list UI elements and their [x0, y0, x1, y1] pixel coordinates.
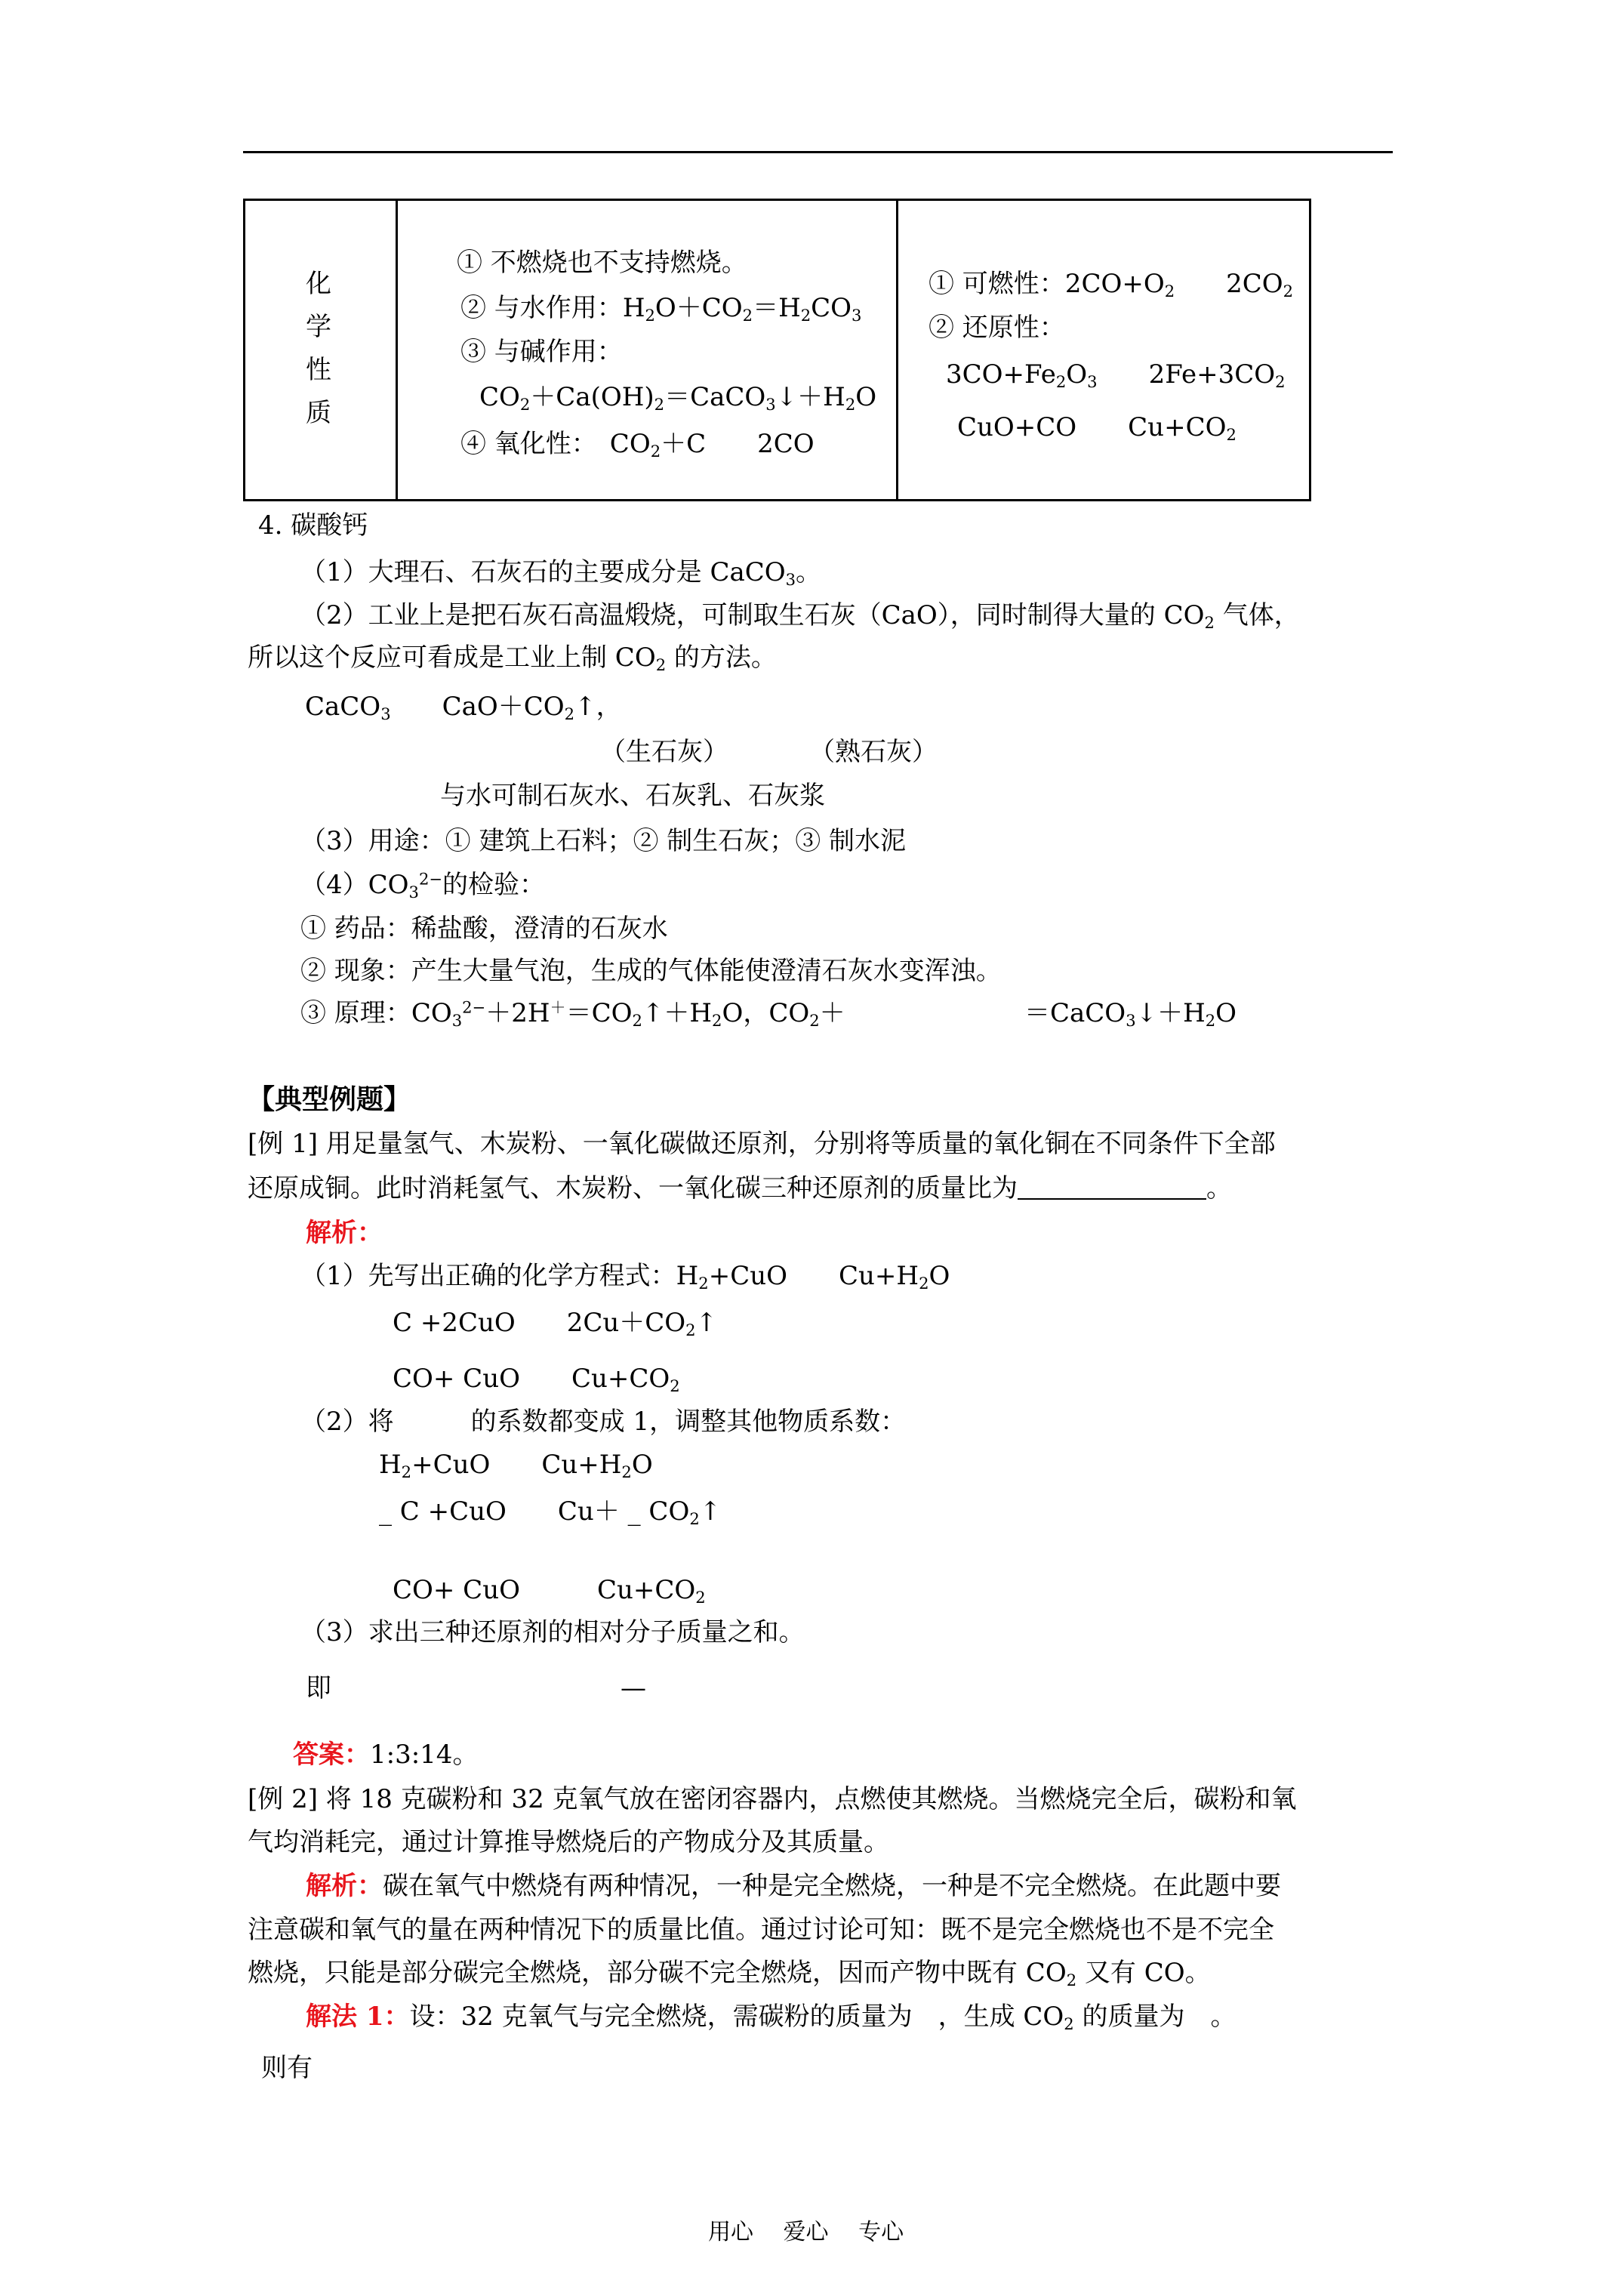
page-footer: 用心 爱心 专心	[708, 2219, 904, 2245]
step-line: （2）将 的系数都变成 1，调整其他物质系数：	[300, 1407, 907, 1437]
row-label-char: 化	[306, 269, 331, 299]
co2-property-line: ② 与水作用：$H_2O+CO_2=H_2CO_3$	[460, 293, 862, 325]
header-rule	[243, 151, 1393, 153]
answer-blank	[1018, 1173, 1206, 1200]
paragraph: [例 1] 用足量氢气、木炭粉、一氧化碳做还原剂，分别将等质量的氧化铜在不同条件下全部	[248, 1129, 1276, 1159]
paragraph: 所以这个反应可看成是工业上制 $CO_2$ 的方法。	[248, 643, 777, 674]
paragraph: 解法 1：设：32 克氧气与完全燃烧，需碳粉的质量为 ，生成 $CO_2$ 的质量为 。	[306, 2002, 1236, 2033]
co2-property-line: ① 不燃烧也不支持燃烧。	[457, 248, 747, 278]
analysis-label: 解析：	[306, 1218, 383, 1248]
step-line: （1）先写出正确的化学方程式：$H_2+CuO$ $Cu+H_2O$	[300, 1261, 950, 1293]
co-equation: $3CO+Fe_2O_3$ $2Fe+3CO_2$	[946, 359, 1286, 391]
chemical-properties-table	[243, 199, 1311, 501]
row-label-char: 质	[306, 398, 331, 428]
equation: CO+ CuO $Cu+CO_2$	[393, 1364, 680, 1395]
paragraph: （1）大理石、石灰石的主要成分是 CaCO$_3$。	[300, 557, 822, 589]
row-label-char: 学	[306, 312, 331, 342]
paragraph: 注意碳和氧气的量在两种情况下的质量比值。通过讨论可知：既不是完全燃烧也不是不完全	[248, 1915, 1274, 1945]
co2-equation: $CO_2+Ca(OH)_2=CaCO_3↓+H_2O$	[479, 382, 877, 414]
co-property-line: ① 可燃性：$2CO+O_2$ $2CO_2$	[929, 269, 1294, 300]
equation: $H_2+CuO$ $Cu+H_2O$	[379, 1450, 653, 1481]
table-divider	[896, 201, 898, 499]
co2-property-line: ③ 与碱作用：	[460, 337, 623, 367]
equation: CO+ CuO $Cu+CO_2$	[393, 1575, 706, 1607]
paragraph: 气均消耗完，通过计算推导燃烧后的产物成分及其质量。	[248, 1827, 889, 1857]
list-item: ③ 原理：$CO_3^{2-}+2H^+=CO_2↑+H_2O$，$CO_2+$	[300, 997, 845, 1030]
ji-label: 即	[306, 1673, 331, 1703]
paragraph: 燃烧，只能是部分碳完全燃烧，部分碳不完全燃烧，因而产物中既有 $CO_2$ 又有 CO。	[248, 1958, 1211, 1989]
caco3-equation: CaCO$_3$ $CaO+CO_2↑$，	[305, 692, 622, 723]
equation: _ C +CuO Cu＋ _ $CO_2↑$	[379, 1496, 722, 1528]
co-property-line: ② 还原性：	[929, 313, 1065, 343]
paragraph: [例 2] 将 18 克碳粉和 32 克氧气放在密闭容器内，点燃使其燃烧。当燃烧完全后，碳粉和氧	[248, 1784, 1297, 1814]
paragraph: （2）工业上是把石灰石高温煅烧，可制取生石灰（CaO），同时制得大量的 $CO_2$ 气体，	[300, 600, 1300, 632]
co-equation: CuO+CO $Cu+CO_2$	[957, 412, 1236, 444]
list-item: ① 药品：稀盐酸，澄清的石灰水	[300, 914, 668, 944]
paragraph: 还原成铜。此时消耗氢气、木炭粉、一氧化碳三种还原剂的质量比为 。	[248, 1173, 1232, 1203]
section-heading: 【典型例题】	[248, 1083, 411, 1115]
co2-property-line: ④ 氧化性： $CO_2+C$ 2CO	[460, 429, 815, 461]
answer-line: 答案：1:3:14。	[293, 1740, 479, 1770]
paragraph: 解析：碳在氧气中燃烧有两种情况，一种是完全燃烧，一种是不完全燃烧。在此题中要	[306, 1871, 1281, 1901]
list-item: $=CaCO_3↓+H_2O$	[1024, 998, 1237, 1030]
paragraph: （3）用途：① 建筑上石料；② 制生石灰；③ 制水泥	[300, 826, 907, 856]
equation: C +2CuO $2Cu+CO_2↑$	[393, 1308, 718, 1339]
dash: —	[621, 1673, 646, 1703]
table-divider	[396, 201, 398, 499]
label-quicklime: （生石灰）	[600, 737, 728, 767]
paragraph: $(4)CO_3^{2-}$的检验：	[300, 869, 546, 901]
row-label-char: 性	[306, 355, 331, 385]
section-heading: 4. 碳酸钙	[258, 510, 368, 541]
step-line: （3）求出三种还原剂的相对分子质量之和。	[300, 1617, 805, 1647]
label-slaked-lime: （熟石灰）	[809, 737, 938, 767]
paragraph: 则有	[261, 2053, 313, 2083]
list-item: ② 现象：产生大量气泡，生成的气体能使澄清石灰水变浑浊。	[300, 956, 1002, 986]
paragraph: 与水可制石灰水、石灰乳、石灰浆	[440, 781, 825, 811]
